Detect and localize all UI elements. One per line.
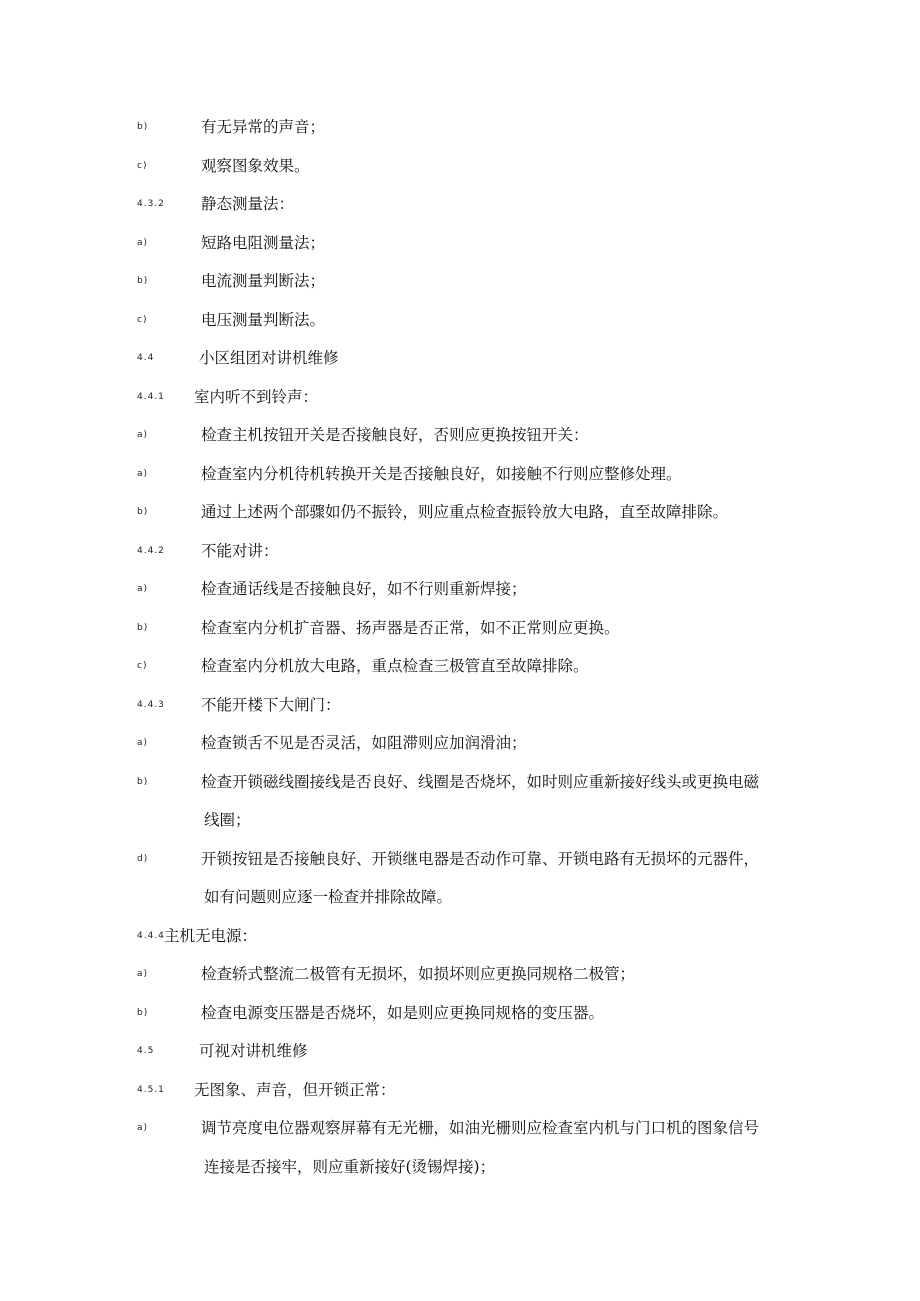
item-marker: a) [137,969,149,979]
list-item-continuation [0,1154,920,1180]
section-heading [0,923,920,949]
item-marker: a) [137,584,149,594]
item-text: 开锁按钮是否接触良好、开锁继电器是否动作可靠、开锁电路有无损坏的元器件， [201,850,760,868]
item-marker: c) [137,315,148,325]
item-marker: a) [137,469,149,479]
list-item [0,1115,920,1141]
list-item [0,422,920,448]
item-marker: c) [137,161,148,171]
item-marker: a) [137,430,149,440]
section-heading [0,345,920,371]
section-number: 4.5 [137,1046,155,1056]
list-item [0,576,920,602]
item-marker: b) [137,777,149,787]
item-text: 如有问题则应逐一检查并排除故障。 [204,888,453,906]
item-text: 检查电源变压器是否烧坏，如是则应更换同规格的变压器。 [201,1004,605,1022]
section-heading [0,692,920,718]
item-text: 短路电阻测量法； [201,234,326,252]
section-heading [0,191,920,217]
item-text: 检查锁舌不见是否灵活，如阻滞则应加润滑油； [201,734,527,752]
item-marker: d) [137,854,149,864]
section-heading [0,1077,920,1103]
section-number: 4.3.2 [137,199,165,209]
item-marker: b) [137,276,149,286]
item-text: 检查轿式整流二极管有无损坏，如损坏则应更换同规格二极管； [201,965,636,983]
list-item-continuation [0,807,920,833]
item-text: 检查主机按钮开关是否接触良好，否则应更换按钮开关： [201,426,589,444]
list-item [0,499,920,525]
item-marker: a) [137,238,149,248]
section-title: 静态测量法： [201,195,295,213]
section-title: 小区组团对讲机维修 [199,349,339,367]
section-number: 4.4.4 [137,931,165,941]
list-item [0,230,920,256]
item-text: 检查通话线是否接触良好，如不行则重新焊接； [201,580,527,598]
section-title: 无图象、声音，但开锁正常： [194,1081,396,1099]
list-item [0,769,920,795]
list-item [0,730,920,756]
section-title: 不能对讲： [201,542,279,560]
list-item [0,961,920,987]
item-marker: b) [137,1008,149,1018]
item-text: 连接是否接牢，则应重新接好(烫锡焊接)； [204,1158,496,1176]
item-text: 检查开锁磁线圈接线是否良好、线圈是否烧坏，如时则应重新接好线头或更换电磁 [201,773,760,791]
list-item [0,461,920,487]
section-title: 室内听不到铃声： [194,388,319,406]
section-title: 不能开楼下大闸门： [201,696,341,714]
section-heading [0,538,920,564]
item-marker: b) [137,122,149,132]
item-marker: a) [137,1123,149,1133]
item-text: 检查室内分机待机转换开关是否接触良好，如接触不行则应整修处理。 [201,465,682,483]
item-text: 检查室内分机放大电路，重点检查三极管直至故障排除。 [201,657,589,675]
section-number: 4.4 [137,353,155,363]
item-text: 通过上述两个部骤如仍不振铃，则应重点检查振铃放大电路，直至故障排除。 [201,503,729,521]
section-number: 4.5.1 [137,1085,165,1095]
list-item [0,1000,920,1026]
list-item-continuation [0,884,920,910]
item-text: 电压测量判断法。 [201,311,326,329]
item-marker: b) [137,623,149,633]
item-text: 线圈； [204,811,251,829]
section-heading [0,1038,920,1064]
list-item [0,153,920,179]
list-item [0,268,920,294]
section-number: 4.4.2 [137,546,165,556]
item-text: 有无异常的声音； [201,118,326,136]
list-item [0,615,920,641]
section-number: 4.4.1 [137,392,165,402]
list-item [0,114,920,140]
item-marker: c) [137,661,148,671]
section-title: 主机无电源： [164,927,258,945]
section-heading [0,384,920,410]
list-item [0,846,920,872]
item-text: 检查室内分机扩音器、扬声器是否正常，如不正常则应更换。 [201,619,620,637]
section-title: 可视对讲机维修 [199,1042,308,1060]
section-number: 4.4.3 [137,700,165,710]
list-item [0,307,920,333]
item-text: 观察图象效果。 [201,157,310,175]
item-text: 电流测量判断法； [201,272,326,290]
item-marker: b) [137,507,149,517]
item-text: 调节亮度电位器观察屏幕有无光栅，如油光栅则应检查室内机与门口机的图象信号 [201,1119,760,1137]
item-marker: a) [137,738,149,748]
list-item [0,653,920,679]
